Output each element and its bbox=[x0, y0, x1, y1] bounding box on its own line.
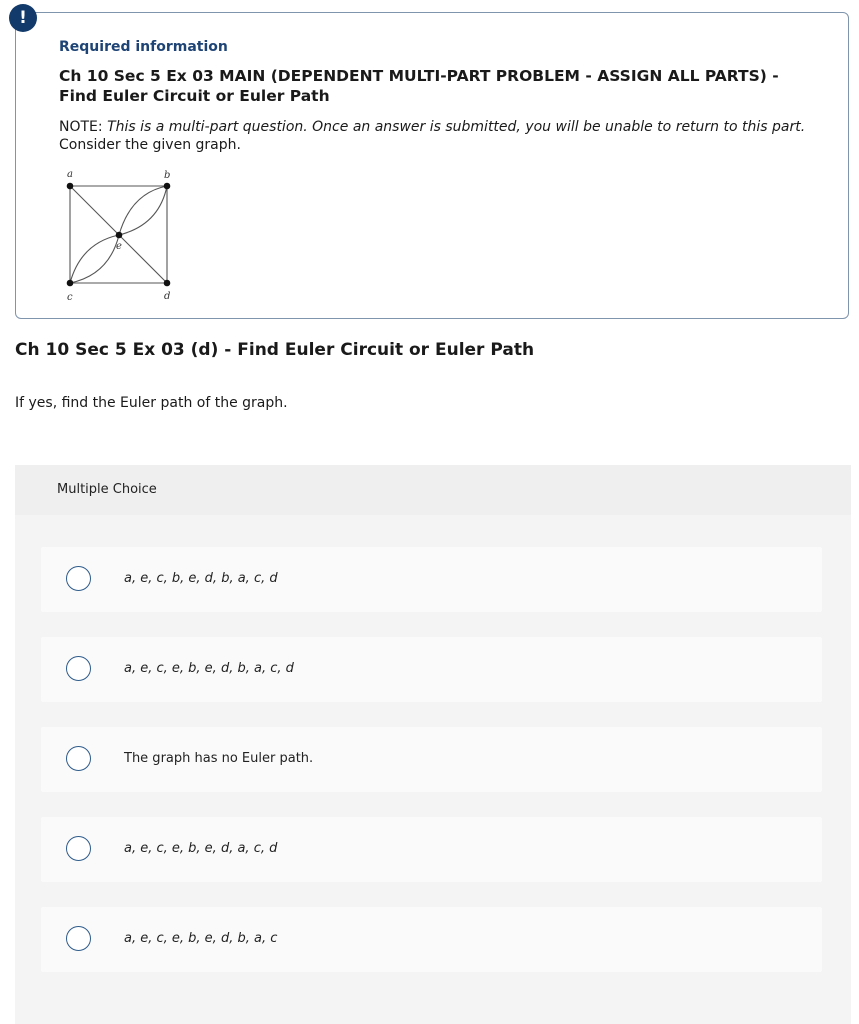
vertex-label-d: d bbox=[164, 291, 171, 302]
consider-text: Consider the given graph. bbox=[59, 137, 241, 153]
edge-a-e bbox=[70, 186, 119, 235]
edge-b-e-1 bbox=[119, 186, 167, 235]
radio-button[interactable] bbox=[66, 926, 91, 951]
choices-container bbox=[15, 515, 851, 1024]
choice-option-2[interactable] bbox=[41, 637, 822, 702]
required-info-label: Required information bbox=[59, 39, 228, 55]
vertex-label-b: b bbox=[164, 170, 171, 181]
choice-text: a, e, c, e, b, e, d, a, c, d bbox=[124, 841, 278, 856]
graph-figure bbox=[63, 163, 203, 308]
main-problem-title: Ch 10 Sec 5 Ex 03 MAIN (DEPENDENT MULTI-PART PROBLEM - ASSIGN ALL PARTS) - Find Euler Circuit or Euler Path bbox=[59, 67, 779, 105]
alert-icon: ! bbox=[9, 4, 37, 32]
choice-text: a, e, c, e, b, e, d, b, a, c, d bbox=[124, 661, 294, 676]
edge-c-e-1 bbox=[70, 235, 119, 283]
vertex-label-a: a bbox=[67, 169, 73, 180]
choice-text: a, e, c, b, e, d, b, a, c, d bbox=[124, 571, 278, 586]
multiple-choice-panel bbox=[15, 465, 851, 1024]
choice-option-5[interactable] bbox=[41, 907, 822, 972]
question-prompt: If yes, find the Euler path of the graph. bbox=[15, 395, 288, 411]
required-info-box bbox=[15, 12, 849, 319]
choice-option-4[interactable] bbox=[41, 817, 822, 882]
choice-option-1[interactable] bbox=[41, 547, 822, 612]
radio-button[interactable] bbox=[66, 836, 91, 861]
vertex-label-e: e bbox=[116, 241, 122, 252]
note-italic: This is a multi-part question. Once an answer is submitted, you will be unable to return to this part. bbox=[107, 119, 806, 135]
edge-c-e-2 bbox=[70, 235, 119, 283]
vertex-b bbox=[164, 183, 171, 190]
vertex-d bbox=[164, 280, 171, 287]
question-title: Ch 10 Sec 5 Ex 03 (d) - Find Euler Circuit or Euler Path bbox=[15, 340, 535, 360]
vertex-c bbox=[67, 280, 74, 287]
choice-option-3[interactable] bbox=[41, 727, 822, 792]
note-prefix: NOTE: bbox=[59, 119, 108, 135]
choice-text: The graph has no Euler path. bbox=[124, 751, 314, 766]
edge-b-e-2 bbox=[119, 186, 167, 235]
radio-button[interactable] bbox=[66, 746, 91, 771]
multiple-choice-header bbox=[15, 465, 851, 515]
note-text bbox=[59, 118, 839, 154]
choice-text: a, e, c, e, b, e, d, b, a, c bbox=[124, 931, 278, 946]
vertex-label-c: c bbox=[67, 292, 73, 303]
radio-button[interactable] bbox=[66, 566, 91, 591]
radio-button[interactable] bbox=[66, 656, 91, 681]
vertex-e bbox=[116, 232, 123, 239]
vertex-a bbox=[67, 183, 74, 190]
edge-e-d bbox=[119, 235, 167, 283]
multiple-choice-label: Multiple Choice bbox=[57, 482, 157, 497]
